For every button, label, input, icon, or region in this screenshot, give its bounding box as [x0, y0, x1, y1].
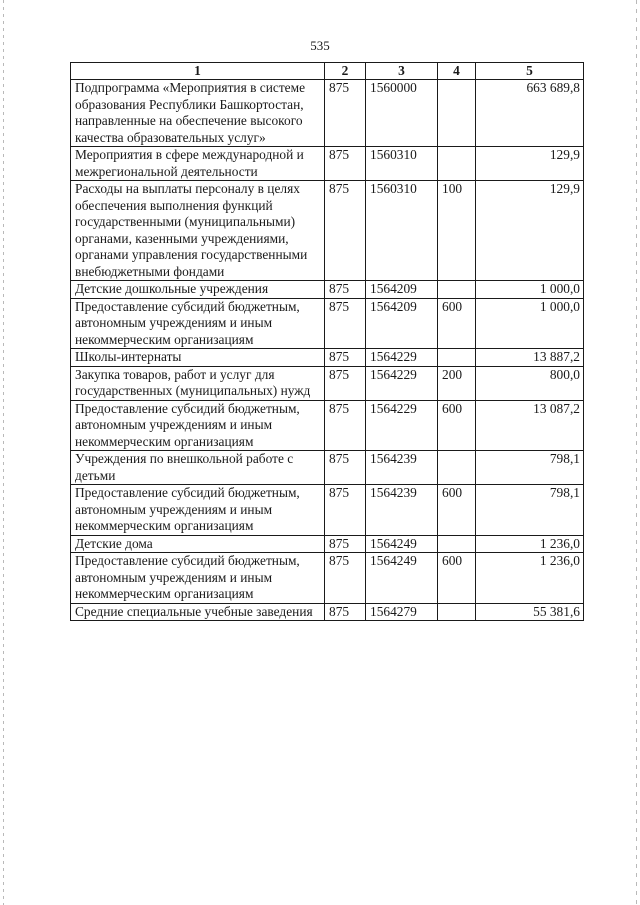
row-target-article: 1564209	[366, 298, 438, 349]
row-code: 875	[325, 80, 366, 147]
page-number: 535	[310, 38, 330, 53]
row-code: 875	[325, 366, 366, 400]
row-target-article: 1564279	[366, 603, 438, 621]
column-header-5: 5	[476, 63, 584, 80]
row-amount: 798,1	[476, 485, 584, 536]
row-target-article: 1564239	[366, 451, 438, 485]
row-target-article: 1564249	[366, 535, 438, 553]
row-target-article: 1564249	[366, 553, 438, 604]
row-name: Расходы на выплаты персоналу в целях обеспечения выполнения функций государственными (муниципальными) органами, казенными учреждениями, органами управления государственными внебюджетными фондами	[71, 181, 325, 281]
row-amount: 1 236,0	[476, 553, 584, 604]
row-target-article: 1564229	[366, 366, 438, 400]
row-name: Средние специальные учебные заведения	[71, 603, 325, 621]
budget-table	[70, 62, 584, 621]
table-row	[71, 553, 584, 604]
row-code: 875	[325, 349, 366, 367]
row-expense-type	[438, 80, 476, 147]
row-expense-type: 600	[438, 298, 476, 349]
column-header-4: 4	[438, 63, 476, 80]
row-name: Предоставление субсидий бюджетным, автономным учреждениям и иным некоммерческим организациям	[71, 400, 325, 451]
row-code: 875	[325, 553, 366, 604]
row-code: 875	[325, 298, 366, 349]
row-code: 875	[325, 451, 366, 485]
row-name: Предоставление субсидий бюджетным, автономным учреждениям и иным некоммерческим организациям	[71, 553, 325, 604]
table-row	[71, 485, 584, 536]
row-target-article: 1564239	[366, 485, 438, 536]
row-amount: 129,9	[476, 181, 584, 281]
row-expense-type	[438, 281, 476, 299]
table-row	[71, 400, 584, 451]
table-row	[71, 349, 584, 367]
row-amount: 1 236,0	[476, 535, 584, 553]
row-name: Закупка товаров, работ и услуг для государственных (муниципальных) нужд	[71, 366, 325, 400]
row-amount: 663 689,8	[476, 80, 584, 147]
row-code: 875	[325, 181, 366, 281]
column-header-3: 3	[366, 63, 438, 80]
row-expense-type: 600	[438, 485, 476, 536]
row-amount: 129,9	[476, 147, 584, 181]
row-amount: 1 000,0	[476, 281, 584, 299]
row-code: 875	[325, 281, 366, 299]
row-name: Предоставление субсидий бюджетным, автономным учреждениям и иным некоммерческим организациям	[71, 485, 325, 536]
table-row	[71, 80, 584, 147]
column-header-2: 2	[325, 63, 366, 80]
row-name: Школы-интернаты	[71, 349, 325, 367]
row-target-article: 1564229	[366, 349, 438, 367]
table-row	[71, 366, 584, 400]
row-amount: 800,0	[476, 366, 584, 400]
row-expense-type	[438, 535, 476, 553]
row-target-article: 1560310	[366, 181, 438, 281]
row-expense-type	[438, 147, 476, 181]
table-header-row	[71, 63, 584, 80]
row-target-article: 1564209	[366, 281, 438, 299]
row-amount: 798,1	[476, 451, 584, 485]
row-code: 875	[325, 485, 366, 536]
row-code: 875	[325, 603, 366, 621]
row-amount: 13 087,2	[476, 400, 584, 451]
row-name: Детские дома	[71, 535, 325, 553]
row-code: 875	[325, 535, 366, 553]
table-row	[71, 451, 584, 485]
row-expense-type	[438, 349, 476, 367]
table-row	[71, 535, 584, 553]
row-name: Учреждения по внешкольной работе с детьми	[71, 451, 325, 485]
column-header-1: 1	[71, 63, 325, 80]
row-amount: 1 000,0	[476, 298, 584, 349]
table-row	[71, 181, 584, 281]
row-target-article: 1564229	[366, 400, 438, 451]
row-expense-type	[438, 451, 476, 485]
row-code: 875	[325, 147, 366, 181]
table-row	[71, 281, 584, 299]
row-name: Предоставление субсидий бюджетным, автономным учреждениям и иным некоммерческим организациям	[71, 298, 325, 349]
row-expense-type: 600	[438, 553, 476, 604]
row-name: Детские дошкольные учреждения	[71, 281, 325, 299]
row-expense-type	[438, 603, 476, 621]
table-row	[71, 603, 584, 621]
row-target-article: 1560000	[366, 80, 438, 147]
scan-edge-right	[636, 0, 637, 905]
table-row	[71, 298, 584, 349]
scan-edge-left	[3, 0, 4, 905]
row-expense-type: 600	[438, 400, 476, 451]
row-name: Мероприятия в сфере международной и межрегиональной деятельности	[71, 147, 325, 181]
row-name: Подпрограмма «Мероприятия в системе образования Республики Башкортостан, направленные на обеспечение высокого качества образовательных услуг»	[71, 80, 325, 147]
row-code: 875	[325, 400, 366, 451]
row-target-article: 1560310	[366, 147, 438, 181]
row-amount: 13 887,2	[476, 349, 584, 367]
row-amount: 55 381,6	[476, 603, 584, 621]
table-row	[71, 147, 584, 181]
row-expense-type: 200	[438, 366, 476, 400]
row-expense-type: 100	[438, 181, 476, 281]
